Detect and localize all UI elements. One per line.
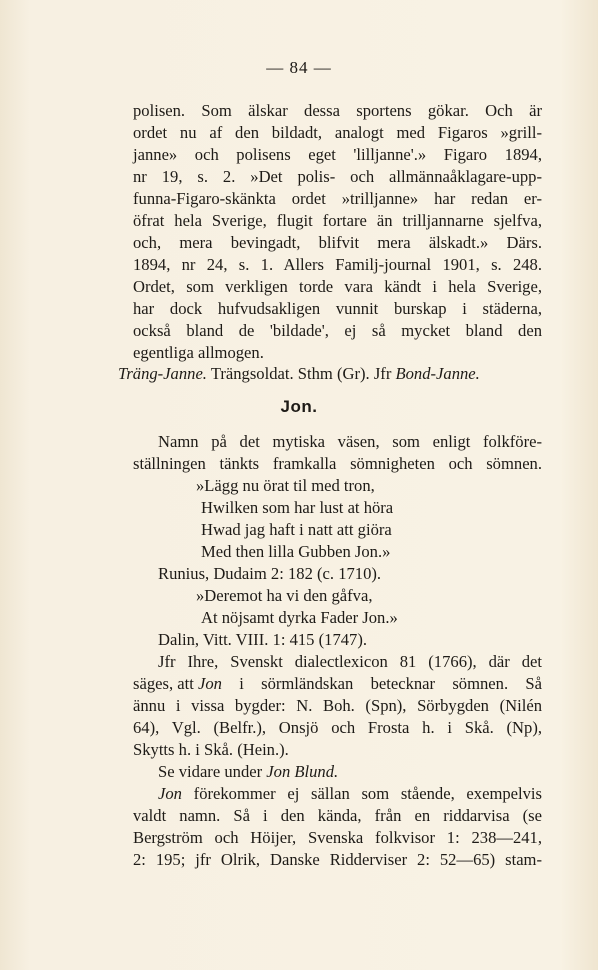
text-line: och, mera bevingadt, blifvit mera älskadt.» Därs. [133,233,542,252]
text-line [158,783,542,805]
text-line: också bland de 'bildade', ej så mycket bland den [133,321,542,340]
text-line: 64), Vgl. (Belfr.), Onsjö och Frosta h. i Skå. (Np), [133,718,542,737]
text-line: ännu i vissa bygder: N. Boh. (Spn), Sörbygden (Nilén [133,696,542,715]
text-line: funna-Figaro-skänkta ordet »trilljanne» har redan er- [133,189,542,208]
cross-reference: Bond-Janne. [395,364,480,383]
text-line: polisen. Som älskar dessa sportens gökar. Och är [133,101,542,120]
text-span: säges, att [133,674,198,693]
cross-reference: Jon Blund. [266,762,339,781]
text-line: Bergström och Höijer, Svenska folkvisor 1: 238—241, [133,828,542,847]
verse-line: Hwad jag haft i natt att giöra [201,520,392,539]
verse-line: At nöjsamt dyrka Fader Jon.» [201,608,398,627]
text-line: janne» och polisens eget 'lilljanne'.» Figaro 1894, [133,145,542,164]
text-line [133,673,542,695]
verse-line: »Lägg nu örat til med tron, [196,476,375,495]
text-line: nr 19, s. 2. »Det polis- och allmännaåklagare-upp- [133,167,542,186]
verse-line: Med then lilla Gubben Jon.» [201,542,391,561]
citation-line: Runius, Dudaim 2: 182 (c. 1710). [158,564,382,583]
term: Jon [197,674,222,693]
section-heading: Jon. [280,397,318,416]
entry-line [118,363,480,385]
text-span: i sörmländskan betecknar sömnen. Så [221,674,542,693]
text-span: förekommer ej sällan som stående, exempelvis [181,784,542,803]
text-line: Namn på det mytiska väsen, som enligt folkföre- [158,432,542,451]
text-line: egentliga allmogen. [133,343,264,362]
text-line: 1894, nr 24, s. 1. Allers Familj-journal 1901, s. 248. [133,255,542,274]
verse-line: »Deremot ha vi den gåfva, [196,586,373,605]
text-span: Se vidare under [158,762,267,781]
text-line: Jfr Ihre, Svenskt dialectlexicon 81 (1766), där det [158,652,542,671]
page-number: — 84 — [266,58,332,77]
text-line [158,761,338,783]
text-line: Ordet, som verkligen torde vara kändt i hela Sverige, [133,277,542,296]
text-line: har dock hufvudsakligen vunnit burskap i städerna, [133,299,542,318]
text-span: Trängsoldat. Sthm (Gr). Jfr [206,364,396,383]
citation-line: Dalin, Vitt. VIII. 1: 415 (1747). [158,630,368,649]
text-line: ställningen tänkts framkalla sömnigheten och sömnen. [133,454,542,473]
text-line: ordet nu af den bildadt, analogt med Figaros »grill- [133,123,542,142]
text-line: 2: 195; jfr Olrik, Danske Ridderviser 2: 52—65) stam- [133,850,542,869]
entry-term: Träng-Janne. [118,364,207,383]
text-line: Skytts h. i Skå. (Hein.). [133,740,289,759]
verse-line: Hwilken som har lust at höra [201,498,394,517]
term: Jon [158,784,182,803]
text-line: öfrat hela Sverige, flugit fortare än trilljannarne sjelfva, [133,211,542,230]
text-line: valdt namn. Så i den kända, från en riddarvisa (se [133,806,542,825]
